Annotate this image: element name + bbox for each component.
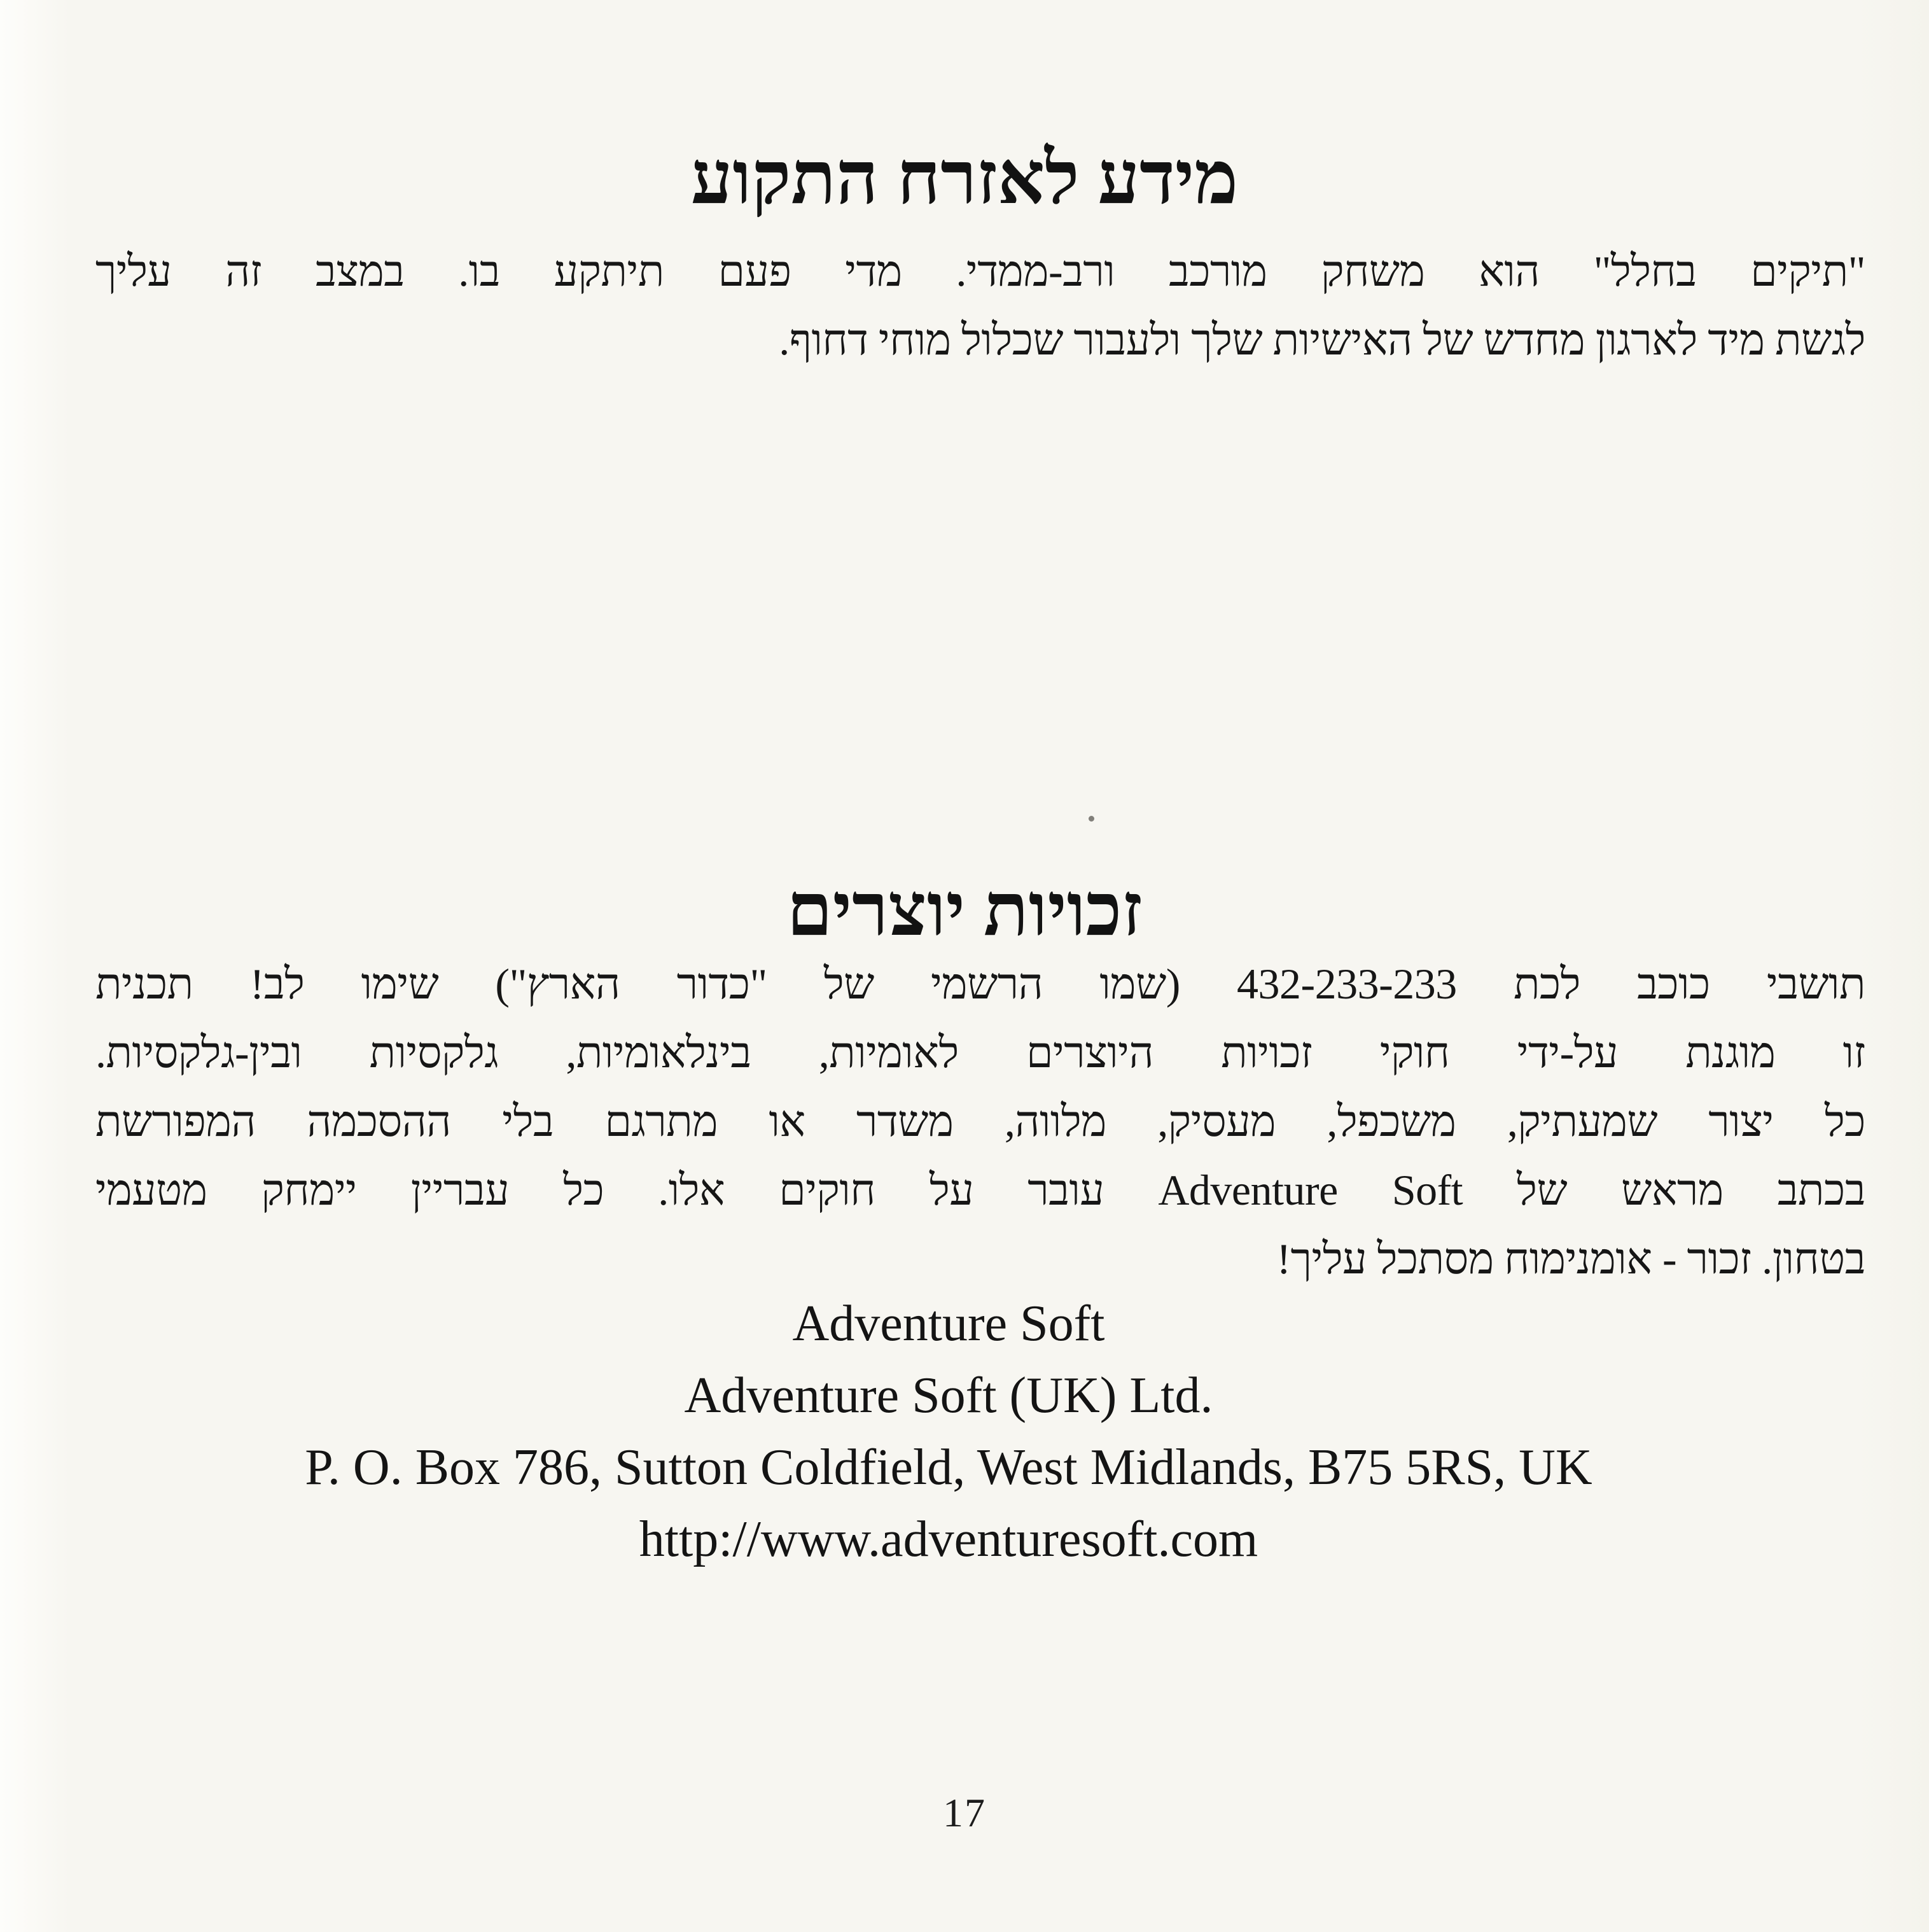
copyright-section-title: זכויות יוצרים bbox=[786, 870, 1143, 951]
paragraph-line: בכתב מראש של Adventure Soft עובר על חוקים אלו. כל עבריין יימחק מטעמי bbox=[95, 1166, 1866, 1214]
page-number: 17 bbox=[943, 1790, 986, 1835]
publisher-website-url: http://www.adventuresoft.com bbox=[639, 1511, 1258, 1567]
paragraph-line: תושבי כוכב לכת 432-233-233 (שמו הרשמי של "כדור הארץ") שימו לב! תכנית bbox=[95, 960, 1865, 1008]
publisher-name: Adventure Soft bbox=[792, 1296, 1105, 1352]
paragraph-line: לגשת מיד לארגון מחדש של האישיות שלך ולעבור שכלול מוחי דחוף. bbox=[779, 316, 1865, 364]
paragraph-line: "תיקים בחלל" הוא משחק מורכב ורב-ממדי. מדי פעם תיתקע בו. במצב זה עליך bbox=[95, 247, 1865, 295]
copyright-paragraph bbox=[95, 949, 1865, 1293]
publisher-address-block bbox=[64, 1288, 1834, 1576]
paragraph-line: בטחון. זכור - אומנימוח מסתכל עליך! bbox=[1276, 1235, 1865, 1283]
publisher-company: Adventure Soft (UK) Ltd. bbox=[684, 1368, 1213, 1424]
stuck-citizen-paragraph bbox=[95, 237, 1865, 374]
scan-speck-artifact bbox=[1089, 816, 1094, 822]
publisher-postal-address: P. O. Box 786, Sutton Coldfield, West Midlands, B75 5RS, UK bbox=[305, 1439, 1592, 1495]
paragraph-line: זו מוגנת על-ידי חוקי זכויות היוצרים לאומיות, בינלאומיות, גלקסיות ובין-גלקסיות. bbox=[95, 1028, 1865, 1077]
stuck-citizen-section-title: מידע לאזרח התקוע bbox=[690, 138, 1239, 220]
paragraph-line: כל יצור שמעתיק, משכפל, מעסיק, מלווה, משדר או מתרגם בלי ההסכמה המפורשת bbox=[95, 1097, 1865, 1145]
